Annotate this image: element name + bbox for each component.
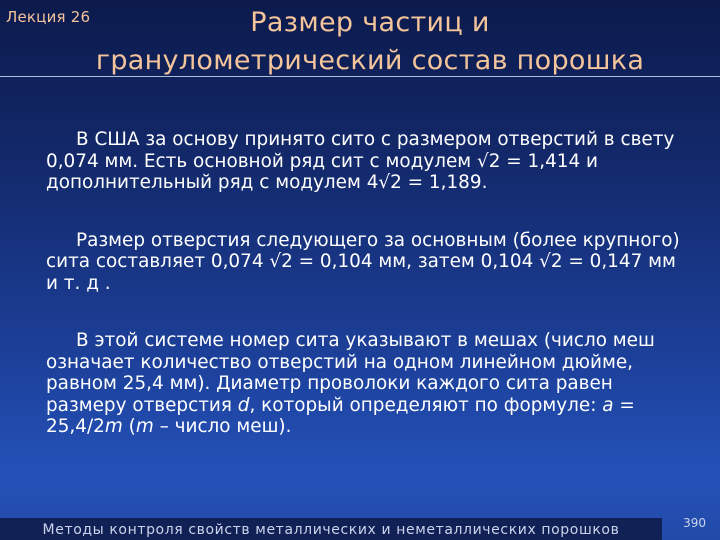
footer-course-title: Методы контроля свойств металлических и неметаллических порошков xyxy=(42,522,620,538)
title-line-2: гранулометрический состав порошка xyxy=(95,45,645,76)
variable-d: d xyxy=(237,394,250,416)
page-number: 390 xyxy=(683,516,706,530)
slide-body xyxy=(46,129,686,438)
paragraph-next-sieve xyxy=(46,230,686,295)
paragraph-mesh-system xyxy=(46,330,686,438)
lecture-label: Лекция 26 xyxy=(6,8,91,26)
paragraph-text: ( xyxy=(122,416,136,437)
title-divider xyxy=(0,76,720,77)
paragraph-text: В США за основу принято сито с размером отверстий в свету 0,074 мм. Есть основной ряд сит с модулем √2 = 1,414 и дополнительный ряд с модулем 4√2 = 1,189. xyxy=(46,129,675,193)
paragraph-text: – число меш). xyxy=(153,416,292,437)
variable-m: m xyxy=(104,416,123,437)
paragraph-text: В этой системе номер сита указывают в мешах (число меш означает количество отверстий на одном линейном дюйме, равном 25,4 мм). Диаметр проволоки каждого сита равен размеру отверстия xyxy=(46,330,655,416)
variable-a: a xyxy=(602,394,614,416)
paragraph-text: = 25,4/2 xyxy=(46,394,635,437)
paragraph-text: Размер отверстия следующего за основным (более крупного) сита составляет 0,074 √2 = 0,104 мм, затем 0,104 √2 = 0,147 мм и т. д . xyxy=(46,229,680,294)
slide-title xyxy=(20,4,720,80)
title-line-1: Размер частиц и xyxy=(250,7,490,38)
paragraph-text: , который определяют по формуле: xyxy=(249,394,603,416)
paragraph-usa-sieve xyxy=(46,129,686,194)
variable-m: m xyxy=(135,416,154,437)
